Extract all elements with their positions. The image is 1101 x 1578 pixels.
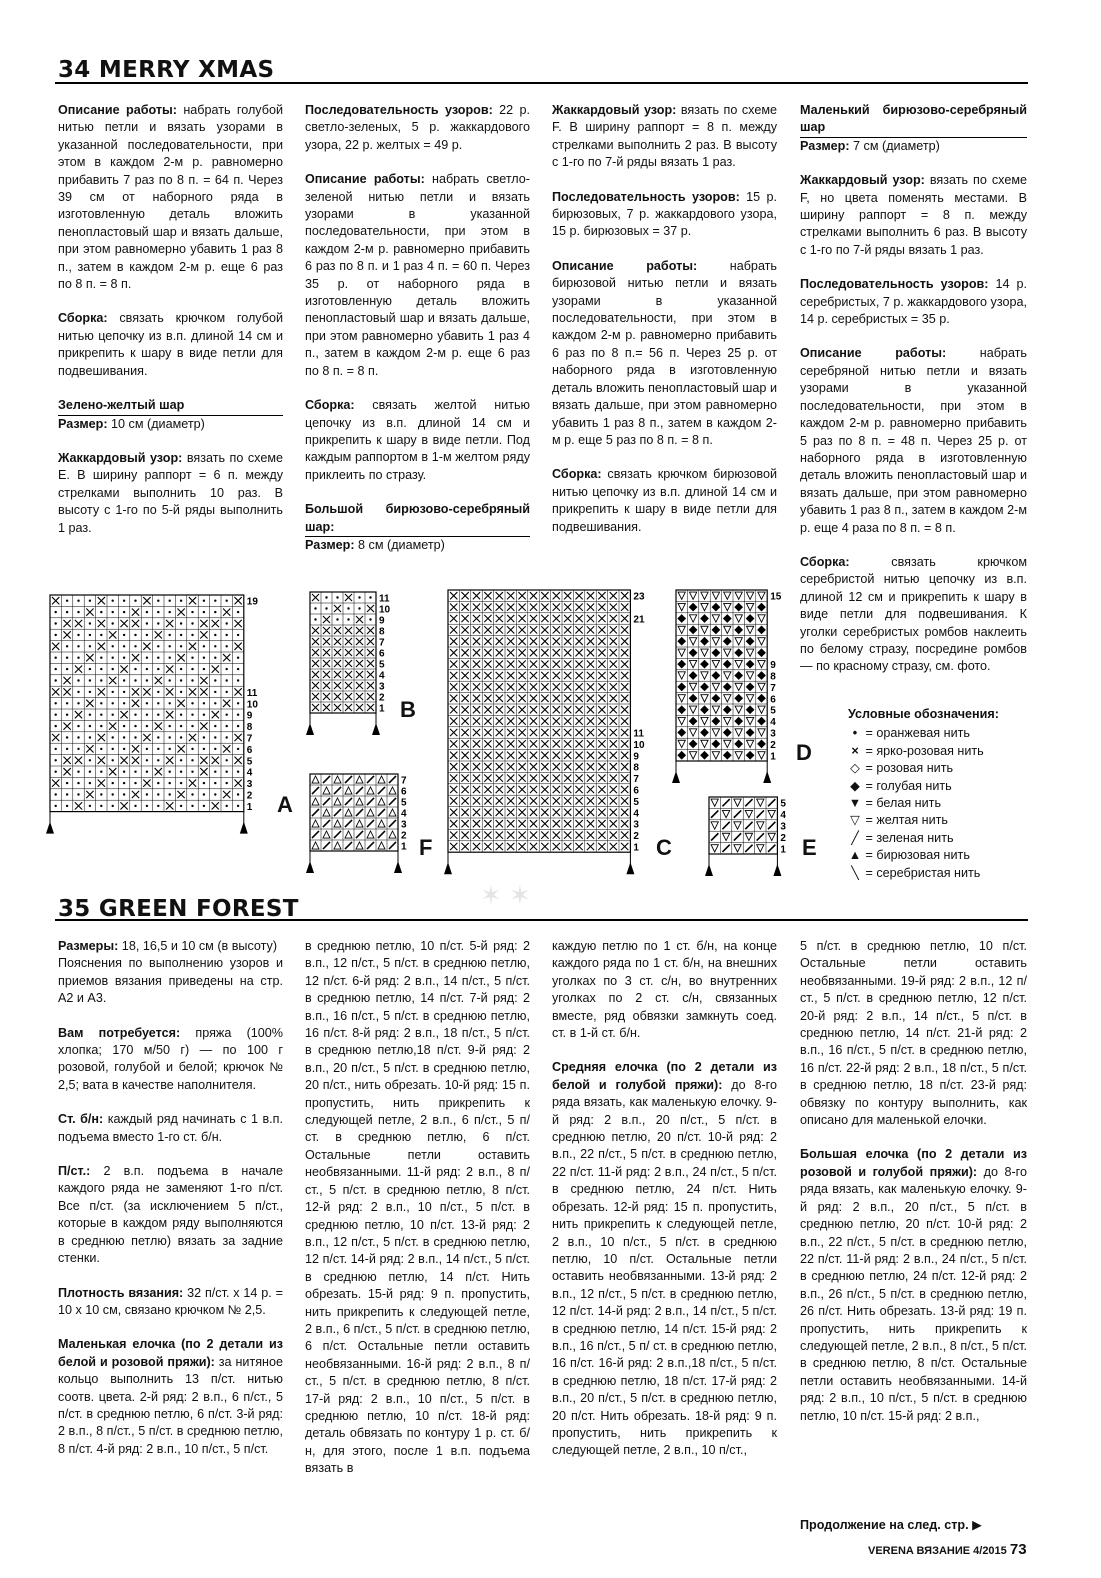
paragraph: Жаккардовый узор: вязать по схеме F. В ширину раппорт = 8 п. между стрелками выполнить 2 раз. В высоту с 1-го по 7-й ряды вязать 1 раз. (552, 103, 777, 170)
svg-text:3: 3 (379, 681, 385, 693)
paragraph: Средняя елочка (по 2 детали из белой и голубой пряжи): до 8-го ряда вязать, как маленькую елочку. 9-й ряд: 2 в.п., 20 п/ст., 5 п/ст. в среднюю петлю, 20 п/ст. 10-й ряд: 2 в.п., 22 п/ст., 5 п/ст. в среднюю петлю, 22 п/ст. 11-й ряд: 2 в.п., 24 п/ст., 5 п/ст. в среднюю петлю, 24 п/ст. Нить обрезать. 12-й ряд: 15 п. пропустить, нить прикрепить к следующей петле, 2 в.п., 10 п/ст., 5 п/ст. в среднюю петлю, 10 п/ст. Остальные петли оставить необвязанными. 13-й ряд: 2 в.п., 12 п/ст., 5 п/ст. в среднюю петлю, 12 п/ст. 14-й ряд: 2 в.п., 14 п/ст., 5 п/ст. в среднюю петлю, 14 п/ст. 15-й ряд: 2 в.п., 16 п/ст., 5 п/ ст. в среднюю петлю, 16 п/ст. 16-й ряд: 2 в.п.,18 п/ст., 5 п/ст. в среднюю петлю, 18 п/ст. 17-й ряд: 2 в.п., 20 п/ст., 5 п/ст. в среднюю петлю, 20 п/ст. Нить обрезать. 18-й ряд: 9 п. пропустить, нить прикрепить к следующей петле, 2 в.п., 10 п/ст., (552, 1060, 778, 1458)
legend-symbol-icon: • (852, 726, 858, 741)
svg-text:7: 7 (246, 733, 253, 745)
svg-text:2: 2 (401, 830, 407, 842)
paragraph: Вам потребуется: пряжа (100% хлопка; 170 м/50 г) — по 100 г розовой, голубой и белой; крючок № 2,5; вата в качестве наполнителя. (58, 1025, 283, 1092)
paragraph: Маленькая елочка (по 2 детали из белой и розовой пряжи): за нитяное кольцо выполнить 13 п/ст. нитью соотв. цвета. 2-й ряд: 2 в.п., 6 п/ст., 5 п/ст. в среднюю петлю, 6 п/ст. 3-й ряд: 2 в.п., 8 п/ст., 5 п/ст. в среднюю петлю, 8 п/ст. 4-й ряд: 2 в.п., 10 п/ст., 5 п/ст. (58, 1337, 283, 1456)
legend-text: = голубая нить (862, 778, 952, 793)
svg-text:15: 15 (770, 591, 782, 603)
svg-text:1: 1 (633, 842, 639, 854)
legend-text: = розовая нить (862, 761, 954, 776)
svg-text:7: 7 (379, 637, 385, 649)
chart-e (705, 795, 795, 885)
column-1 (58, 102, 283, 554)
watermark: ✶ ✶ (480, 880, 531, 910)
svg-text:6: 6 (379, 648, 385, 660)
paragraph: Сборка: связать крючком бирюзовой нитью цепочку из в.п. длиной 14 см и прикрепить к шару в виде петли для подвешивания. (552, 467, 777, 534)
gf-column-1 (58, 938, 283, 1475)
paragraph: Сборка: связать крючком голубой нитью цепочку из в.п. длиной 14 см и прикрепить к шару в виде петли для подвешивания. (58, 311, 283, 378)
paragraph: Сборка: связать желтой нитью цепочку из в.п. длиной 14 см и прикрепить к шару в виде петли. Под каждым раппортом в 1-м желтом ряду приклеить по стразу. (305, 398, 530, 482)
section-title-34: 34 MERRY XMAS (58, 57, 275, 83)
subheading: Зелено-желтый шар (58, 397, 283, 415)
paragraph: Описание работы: набрать светло-зеленой нитью петли и вязать узорами в указанной последовательности, при этом в каждом 2-м р. равномерно прибавить 6 раз по 8 п. и 1 раз 4 п. = 60 п. Через 35 р. от наборного ряда в изготовленную деталь вложить пенопластовый шар и вязать дальше, при этом равномерно убавить 1 раз 4 п., затем в каждом 2-м р. еще 6 раз по 8 п. = 8 п. (305, 172, 530, 378)
svg-text:2: 2 (633, 831, 639, 843)
svg-text:2: 2 (770, 739, 776, 751)
svg-text:10: 10 (379, 604, 391, 616)
paragraph: Размер: 8 см (диаметр) (305, 537, 445, 552)
paragraph: Описание работы: набрать бирюзовой нитью петли и вязать узорами в указанной последовательности, при этом в каждом 2-м р. равномерно прибавить 6 раз по 8 п.= 56 п. Через 25 р. от наборного ряда в изготовленную деталь вложить пенопластовый шар и вязать дальше, при этом равномерно убавить 1 раз 8 п., затем в каждом 2-м р. еще 5 раз по 8 п. = 8 п. (552, 258, 777, 447)
svg-text:5: 5 (246, 756, 253, 768)
section-rule-34 (55, 82, 1028, 84)
svg-text:4: 4 (379, 670, 385, 682)
svg-text:3: 3 (633, 819, 639, 831)
svg-text:3: 3 (780, 821, 786, 833)
svg-text:1: 1 (401, 841, 407, 853)
legend-item (848, 795, 999, 812)
svg-text:8: 8 (246, 722, 253, 734)
gf-column-3 (552, 938, 777, 1460)
paragraph: Плотность вязания: 32 п/ст. х 14 р. = 10 х 10 см, связано крючком № 2,5. (58, 1285, 283, 1317)
paragraph: Сборка: связать крючком серебристой нитью цепочку из в.п. длиной 12 см и прикрепить к шару в виде петли для подвешивания. К уголки серебристых ромбов наклеить по белому стразу, посредине ромбов — по красному стразу, см. фото. (800, 554, 1027, 674)
legend-text: = оранжевая нить (862, 726, 970, 741)
svg-text:11: 11 (246, 687, 258, 699)
svg-text:2: 2 (780, 832, 786, 844)
chart-c-letter: C (656, 835, 672, 860)
legend-text: = зеленая нить (862, 830, 954, 845)
chart-f (300, 772, 415, 882)
svg-text:6: 6 (633, 785, 639, 797)
svg-text:7: 7 (633, 774, 639, 786)
svg-text:4: 4 (780, 810, 786, 822)
legend-symbol-icon: ◇ (850, 761, 860, 776)
gf-column-2 (305, 938, 530, 1478)
legend-symbol-icon: ▼ (848, 796, 862, 811)
legend (848, 706, 999, 882)
svg-text:8: 8 (770, 671, 776, 683)
paragraph: Пояснения по выполнению узоров и приемов вязания приведены на стр. А2 и А3. (58, 956, 283, 1006)
svg-text:9: 9 (379, 615, 385, 627)
svg-text:1: 1 (770, 751, 776, 763)
svg-text:5: 5 (401, 797, 407, 809)
page-footer (868, 1541, 1027, 1558)
svg-text:6: 6 (246, 744, 253, 756)
column-3 (552, 102, 777, 553)
section-title-35: 35 GREEN FOREST (58, 896, 299, 922)
svg-text:21: 21 (633, 614, 645, 626)
legend-text: = белая нить (862, 796, 941, 811)
svg-text:11: 11 (379, 593, 390, 605)
svg-text:2: 2 (379, 692, 385, 704)
svg-text:9: 9 (246, 710, 253, 722)
legend-item (848, 743, 999, 760)
paragraph: Последовательность узоров: 14 р. серебристых, 7 р. жаккардового узора, 14 р. серебристых = 35 р. (800, 277, 1027, 327)
legend-text: = серебристая нить (862, 865, 981, 880)
paragraph: Последовательность узоров: 22 р. светло-зеленых, 5 р. жаккардового узора, 22 р. желтых = 49 р. (305, 103, 530, 152)
legend-symbol-icon: ◆ (850, 778, 860, 793)
chart-d (672, 588, 790, 823)
svg-text:1: 1 (379, 703, 385, 715)
svg-text:1: 1 (246, 801, 253, 813)
svg-text:5: 5 (379, 659, 385, 671)
page-number: 73 (1009, 1541, 1027, 1558)
svg-text:9: 9 (633, 751, 639, 763)
column-2 (305, 102, 530, 571)
legend-symbol-icon: ╱ (851, 830, 859, 845)
paragraph: Ст. б/н: каждый ряд начинать с 1 в.п. подъема вместо 1-го ст. б/н. (58, 1112, 283, 1144)
svg-text:7: 7 (401, 775, 407, 787)
column-4 (800, 102, 1027, 693)
svg-text:3: 3 (770, 728, 776, 740)
section-rule-35 (55, 919, 1028, 921)
svg-text:9: 9 (770, 660, 776, 672)
paragraph: Размер: 7 см (диаметр) (800, 138, 940, 153)
svg-text:1: 1 (780, 844, 786, 856)
svg-text:5: 5 (770, 705, 776, 717)
legend-item (848, 725, 999, 742)
svg-text:4: 4 (633, 808, 639, 820)
paragraph: Последовательность узоров: 15 р. бирюзовых, 7 р. жаккардового узора, 15 р. бирюзовых = 37 р. (552, 189, 777, 239)
svg-text:3: 3 (401, 819, 407, 831)
legend-text: = желтая нить (862, 813, 948, 828)
chart-d-letter: D (796, 740, 812, 765)
svg-text:4: 4 (770, 717, 776, 729)
paragraph: П/ст.: 2 в.п. подъема в начале каждого ряда не заменяют 1-го п/ст. Все п/ст. (за исключением 5 п/ст., которые в каждом ряду выполняются в среднюю петлю) вязать за задние стенки. (58, 1164, 283, 1266)
svg-text:3: 3 (246, 779, 253, 791)
svg-text:5: 5 (780, 798, 786, 810)
chart-b (300, 590, 395, 750)
legend-text: = бирюзовая нить (862, 848, 970, 863)
gf-column-4 (800, 938, 1027, 1425)
paragraph: Размер: 10 см (диаметр) (58, 416, 205, 431)
legend-item (848, 865, 999, 882)
paragraph: Большая елочка (по 2 детали из розовой и голубой пряжи): до 8-го ряда вязать, как маленькую елочку. 9-й ряд: 2 в.п., 20 п/ст., 5 п/ст. в среднюю петлю, 20 п/ст. 10-й ряд: 2 в.п., 22 п/ст., 5 п/ст. в среднюю петлю, 22 п/ст. 11-й ряд: 2 в.п., 24 п/ст., 5 п/ст. в среднюю петлю, 24 п/ст. 12-й ряд: 2 в.п., 26 п/ст., 5 п/ст. в среднюю петлю, 26 п/ст. Нить обрезать. 13-й ряд: 19 п. пропустить, нить прикрепить к следующей петле, 2 в.п., 8 п/ст., 5 п/ст. в среднюю петлю, 8 п/ст. Остальные петли оставить необвязанными. 14-й ряд: 2 в.п., 10 п/ст., 5 п/ст. в среднюю петлю, 10 п/ст. 15-й ряд: 2 в.п., (800, 1147, 1027, 1423)
paragraph: каждую петлю по 1 ст. б/н, на конце каждого ряда по 1 ст. б/н, на внешних уголках по 3 ст. с/н, во внутренних уголках по 2 ст. с/н, связанных вместе, ряд обвязки замкнуть соед. ст. в 1-й ст. б/н. (552, 939, 777, 1041)
legend-symbol-icon: ▽ (850, 813, 860, 828)
legend-title: Условные обозначения: (848, 707, 999, 721)
continued-note: Продолжение на след. стр. ▶ (800, 1518, 982, 1532)
chart-c (440, 588, 655, 883)
svg-text:10: 10 (246, 699, 258, 711)
svg-text:10: 10 (633, 739, 645, 751)
svg-text:8: 8 (379, 626, 385, 638)
magazine-name: VERENA ВЯЗАНИЕ 4/2015 (868, 1545, 1007, 1557)
chart-f-letter: F (419, 835, 433, 860)
chart-b-letter: B (400, 697, 416, 722)
svg-text:4: 4 (401, 808, 407, 820)
legend-text: = ярко-розовая нить (862, 743, 984, 758)
svg-text:2: 2 (246, 790, 253, 802)
svg-text:6: 6 (770, 694, 776, 706)
chart-e-letter: E (802, 835, 817, 860)
legend-symbol-icon: × (851, 743, 859, 758)
legend-item (848, 830, 999, 847)
paragraph: Жаккардовый узор: вязать по схеме F, но цвета поменять местами. В ширину раппорт = 8 п. между стрелками выполнить 6 раз. В высоту с 1-го по 7-й ряды вязать 1 раз. (800, 173, 1027, 257)
svg-text:5: 5 (633, 796, 639, 808)
chart-a (40, 590, 280, 840)
chart-a-letter: A (277, 792, 293, 817)
legend-item (848, 847, 999, 864)
svg-text:23: 23 (633, 591, 645, 603)
svg-text:7: 7 (770, 682, 776, 694)
paragraph: Размеры: 18, 16,5 и 10 см (в высоту) (58, 939, 278, 953)
paragraph: 5 п/ст. в среднюю петлю, 10 п/ст. Остальные петли оставить необвязанными. 19-й ряд: 2 в.п., 12 п/ст., 5 п/ст. в среднюю петлю, 12 п/ст. 20-й ряд: 2 в.п., 14 п/ст., 5 п/ст. в среднюю петлю, 14 п/ст. 21-й ряд: 2 в.п., 16 п/ст., 5 п/ст. в среднюю петлю, 16 п/ст. 22-й ряд: 2 в.п., 18 п/ст., 5 п/ст. в среднюю петлю, 18 п/ст. 23-й ряд: обвязку по контуру выполнить, как описано для маленькой елочки. (800, 939, 1027, 1128)
svg-text:11: 11 (633, 728, 644, 740)
paragraph: Описание работы: набрать серебряной нитью петли и вязать узорами в указанной последовательности, при этом в каждом 2-м р. равномерно прибавить 5 раз по 8 п. = 48 п. Через 25 р. от наборного ряда в изготовленную деталь вложить пенопластовый шар и вязать дальше, при этом равномерно убавить 1 раз 8 п., затем в каждом 2-м р. еще 4 раза по 8 п. = 8 п. (800, 346, 1027, 535)
paragraph: Жаккардовый узор: вязать по схеме Е. В ширину раппорт = 6 п. между стрелками выполнить 10 раз. В высоту с 1-го по 5-й ряды выполнить 1 раз. (58, 450, 283, 535)
svg-text:19: 19 (246, 596, 258, 608)
svg-text:8: 8 (633, 762, 639, 774)
svg-text:6: 6 (401, 786, 407, 798)
svg-text:4: 4 (246, 767, 253, 779)
paragraph: Описание работы: набрать голубой нитью петли и вязать узорами в указанной последовательности, при этом в каждом 2-м р. равномерно прибавить 7 раз по 8 п. = 64 п. Через 39 см от наборного ряда в изготовленную деталь вложить пенопластовый шар и вязать дальше, при этом равномерно убавить 1 раз 8 п., затем в каждом 2-м р. еще 6 раз по 8 п. = 8 п. (58, 103, 283, 292)
legend-item (848, 760, 999, 777)
subheading: Большой бирюзово-серебряный шар: (305, 501, 530, 537)
legend-symbol-icon: ▲ (848, 848, 862, 863)
legend-symbol-icon: ╲ (851, 865, 859, 880)
paragraph: в среднюю петлю, 10 п/ст. 5-й ряд: 2 в.п., 12 п/ст., 5 п/ст. в среднюю петлю, 12 п/ст. 6-й ряд: 2 в.п., 14 п/ст., 5 п/ст. в среднюю петлю, 14 п/ст. 7-й ряд: 2 в.п., 16 п/ст., 5 п/ст. в среднюю петлю, 16 п/ст. 8-й ряд: 2 в.п., 18 п/ст., 5 п/ст. в среднюю петлю,18 п/ст. 9-й ряд: 2 в.п., 20 п/ст., 5 п/ст. в среднюю петлю, 20 п/ст., нить обрезать. 10-й ряд: 15 п. пропустить, нить прикрепить к следующей петле, 2 в.п., 6 п/ст., 5 п/ст. в среднюю петлю, 6 п/ст. Остальные петли оставить необвязанными. 11-й ряд: 2 в.п., 8 п/ст., 5 п/ст. в среднюю петлю, 8 п/ст. 12-й ряд: 2 в.п., 10 п/ст., 5 п/ст. в среднюю петлю, 10 п/ст. 13-й ряд: 2 в.п., 12 п/ст., 5 п/ст. в среднюю петлю, 12 п/ст. 14-й ряд: 2 в.п., 14 п/ст., 5 п/ст. в среднюю петлю, 14 п/ст. Нить обрезать. 15-й ряд: 9 п. пропустить, нить прикрепить к следующей петле, 2 в.п., 6 п/ст., 5 п/ст. в среднюю петлю, 6 п/ст. Остальные петли оставить необвязанными. 16-й ряд: 2 в.п., 8 п/ст., 5 п/ст. в среднюю петлю, 8 п/ст. 17-й ряд: 2 в.п., 10 п/ст., 5 п/ст. в среднюю петлю, 10 п/ст. 18-й ряд: деталь обвязать по контуру 1 р. ст. б/н, для этого, после 1 в.п. подъема вязать в (305, 939, 530, 1476)
legend-item (848, 778, 999, 795)
legend-item (848, 812, 999, 829)
subheading: Маленький бирюзово-серебряный шар (800, 102, 1027, 138)
